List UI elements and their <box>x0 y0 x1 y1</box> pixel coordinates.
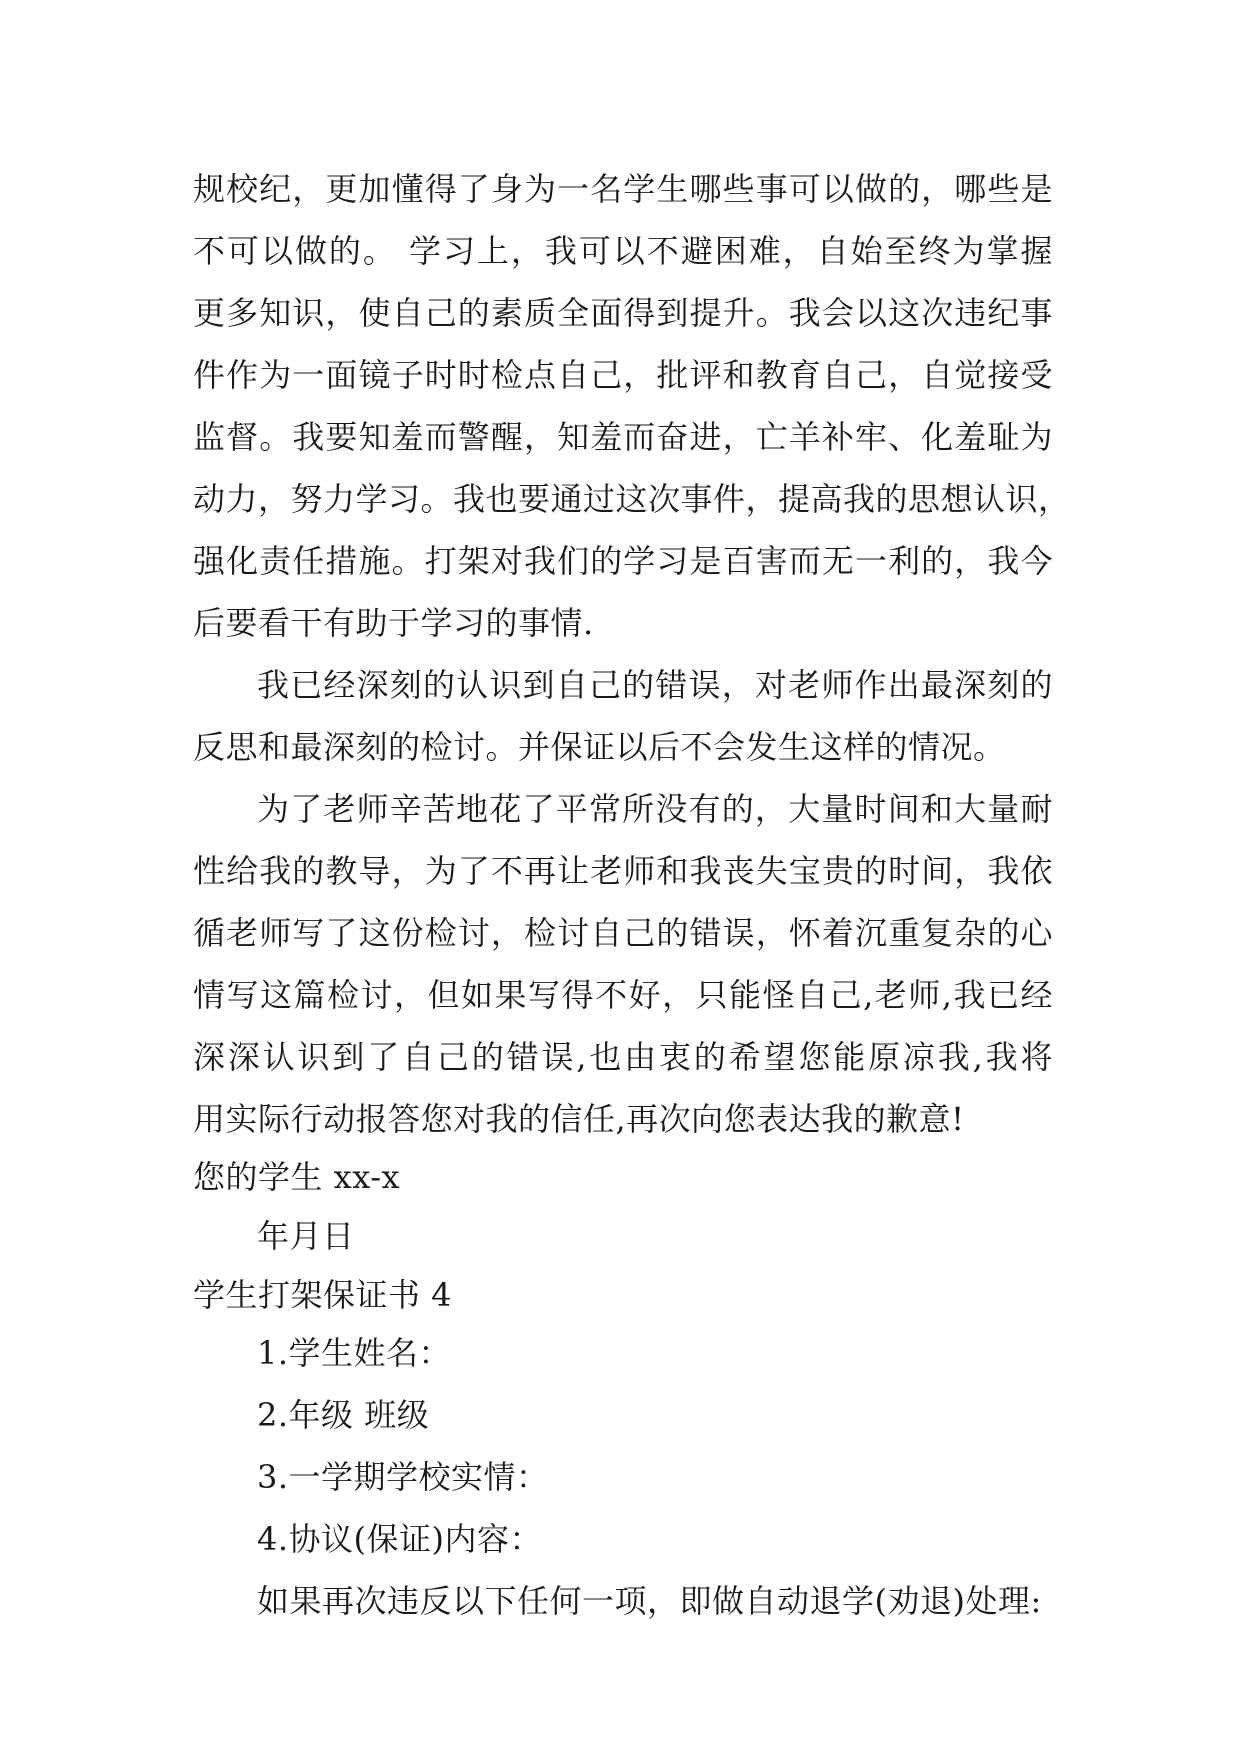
paragraph-1 <box>193 158 1071 654</box>
text-line: 后要看干有助于学习的事情. <box>193 604 594 642</box>
text-line: 更多知识，使自己的素质全面得到提升。我会以这次违纪事 <box>193 294 1053 332</box>
text-line: 用实际行动报答您对我的信任,再次向您表达我的歉意! <box>193 1100 965 1138</box>
text-line: 动力，努力学习。我也要通过这次事件，提高我的思想认识， <box>193 480 1071 518</box>
text-line: 强化责任措施。打架对我们的学习是百害而无一利的，我今 <box>193 542 1053 580</box>
text-line: 深深认识到了自己的错误,也由衷的希望您能原凉我,我将 <box>193 1038 1053 1076</box>
list-item: 1.学生姓名： <box>257 1334 452 1372</box>
text-line: 件作为一面镜子时时检点自己，批评和教育自己，自觉接受 <box>193 356 1053 394</box>
list-item: 3.一学期学校实情： <box>257 1458 549 1496</box>
text-line: 监督。我要知羞而警醒，知羞而奋进，亡羊补牢、化羞耻为 <box>193 418 1053 456</box>
list-item: 2.年级 班级 <box>257 1396 430 1434</box>
date-line: 年月日 <box>257 1217 355 1255</box>
text-line: 我已经深刻的认识到自己的错误，对老师作出最深刻的 <box>257 666 1053 704</box>
text-line: 规校纪，更加懂得了身为一名学生哪些事可以做的，哪些是 <box>193 170 1053 208</box>
list-item: 4.协议(保证)内容： <box>257 1520 543 1558</box>
text-line: 情写这篇检讨，但如果写得不好，只能怪自己,老师,我已经 <box>193 976 1053 1014</box>
text-line: 循老师写了这份检讨，检讨自己的错误，怀着沉重复杂的心 <box>193 914 1053 952</box>
section-title: 学生打架保证书 4 <box>193 1276 453 1314</box>
text-line: 为了老师辛苦地花了平常所没有的，大量时间和大量耐 <box>257 790 1053 828</box>
text-line: 不可以做的。 学习上，我可以不避困难，自始至终为掌握 <box>193 232 1053 270</box>
final-line: 如果再次违反以下任何一项，即做自动退学(劝退)处理: <box>257 1582 1042 1620</box>
item-list <box>193 1322 1053 1570</box>
paragraph-3 <box>193 778 1053 1150</box>
signature: 您的学生 xx-x <box>193 1158 401 1196</box>
document-page <box>193 158 1071 1632</box>
text-line: 性给我的教导，为了不再让老师和我丧失宝贵的时间，我依 <box>193 852 1053 890</box>
paragraph-2 <box>193 654 1053 778</box>
text-line: 反思和最深刻的检讨。并保证以后不会发生这样的情况。 <box>193 728 1006 766</box>
